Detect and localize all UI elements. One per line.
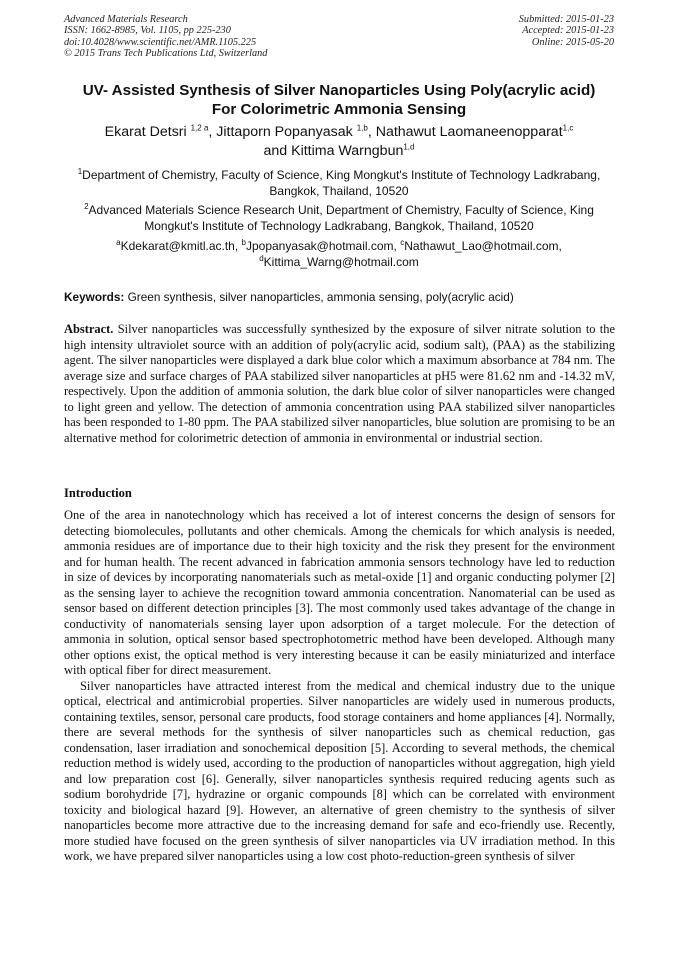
email-link[interactable]: Jpopanyasak@hotmail.com, <box>245 239 401 253</box>
abstract-text: Silver nanoparticles was successfully synthesized by the exposure of silver nitrate solution to the high intensity ultraviolet source with an addition of poly(acrylic acid, sodium salt), (PAA) as the stabilizing agent. The silver nanoparticles were displayed a dark blue color which a maximum absorbance at 784 nm. The average size and surface charges of PAA stabilized silver nanoparticles at pH5 were 81.62 nm and -14.32 mV, respectively. Upon the addition of ammonia solution, the dark blue color of silver nanoparticles were changed to light green and yellow. The detection of ammonia concentration using PAA stabilized silver nanoparticles has been responded to 1-80 ppm. The PAA stabilized silver nanoparticles, blue solution are promising to be an alternative method for colorimetric detection of ammonia in environmental or industrial section. <box>64 322 615 445</box>
author-list: Ekarat Detsri $^{1,2 a}$, Jittaporn Popanyasak $^{1,b}$, Nathawut Laomaneenopparat$^{1,c}$ and Kittima Warngbun$^{1,d}$ <box>104 123 574 159</box>
abstract-label: Abstract. <box>64 322 114 336</box>
author-affiliation-mark: 1,d <box>403 142 415 152</box>
submitted-date: Submitted: 2015-01-23 <box>518 14 614 25</box>
doi-line: doi:10.4028/www.scientific.net/AMR.1105.225 <box>64 36 257 48</box>
section-heading-introduction: Introduction <box>64 486 132 500</box>
paragraph: Silver nanoparticles have attracted interest from the medical and chemical industry due to the unique optical, electrical and antimicrobial properties. Silver nanoparticles are widely used in numerous products, containing textiles, sensor, personal care products, food storage containers and home appliances [4]. Normally, there are several methods for the synthesis of silver nanoparticles such as chemical reduction, gas condensation, laser irradiation and sonochemical deposition [5]. According to several methods, the chemical reduction method is widely used, according to the production of nanoparticles without aggregation, high yield and low preparation cost [6]. Generally, silver nanoparticles synthesis required reducing agents such as sodium borohydride [7], hydrazine or organic compounds [8] which can be correlated with environment toxicity and biological hazard [9]. However, an alternative of green chemistry to the synthesis of silver nanoparticles become more attractive due to the increasing demand for safe and eco-friendly use. Recently, more studied have focused on the green synthesis of silver nanoparticles via UV irradiation method. In this work, we have prepared silver nanoparticles using a low cost photo-reduction-green synthesis of silver <box>64 678 615 863</box>
accepted-date: Accepted: 2015-01-23 <box>522 25 614 37</box>
introduction-body <box>64 508 615 865</box>
title-line-1: UV- Assisted Synthesis of Silver Nanoparticles Using Poly(acrylic acid) <box>82 82 596 99</box>
paper-title <box>40 81 638 119</box>
author-name: Nathawut Laomaneenopparat <box>375 124 563 140</box>
author-affiliation-mark: 1,c <box>562 123 574 133</box>
issn-line: ISSN: 1662-8985, Vol. 1105, pp 225-230 <box>64 25 231 37</box>
journal-name: Advanced Materials Research <box>64 14 188 25</box>
email-link[interactable]: Nathawut_Lao@hotmail.com, <box>404 239 562 253</box>
email-link[interactable]: Kittima_Warng@hotmail.com <box>263 255 419 269</box>
author-name: Jittaporn Popanyasak <box>216 124 357 140</box>
author-affiliation-mark: 1,b <box>356 123 368 133</box>
author-affiliation-mark: 1,2 a <box>190 123 209 133</box>
paragraph: One of the area in nanotechnology which has received a lot of interest concerns the design of sensors for detecting biomolecules, pollutants and other chemicals. Among the chemicals for which analysis is needed, ammonia residues are of importance due to their high toxicity and the risk they present for the environment and for human health. The recent advanced in fabrication ammonia sensors technology have led to reduction in size of devices by incorporating nanomaterials such as metal-oxide [1] and organic conducting polymer [2] as the sensing layer to achieve the recognition toward ammonia concentration. Nanomaterial can be used as sensor based on different detection principles [3]. The most commonly used takes advantage of the change in conductivity of nanomaterials sensing layer upon adsorption of a target molecule. For the detection of ammonia in solution, optical sensor based spectrophotometric method have been developed. Although many other options exist, the optical method is very interesting because it can be easily miniaturized and interface with optical fiber for direct measurement. <box>64 508 615 677</box>
keywords-label: Keywords: <box>64 290 125 304</box>
title-line-2: For Colorimetric Ammonia Sensing <box>211 101 467 118</box>
keywords <box>64 290 620 305</box>
keywords-text: Green synthesis, silver nanoparticles, ammonia sensing, poly(acrylic acid) <box>124 290 514 304</box>
author-name: Ekarat Detsri <box>104 124 191 140</box>
submission-dates <box>519 14 614 48</box>
affiliation: $^2$Advanced Materials Science Research Unit, Department of Chemistry, Faculty of Science, King Mongkut's Institute of Technology Ladkrabang, Bangkok, Thailand, 10520 <box>84 202 594 233</box>
copyright-line: © 2015 Trans Tech Publications Ltd, Switzerland <box>64 48 268 60</box>
affiliation: $^1$Department of Chemistry, Faculty of Science, King Mongkut's Institute of Technology Ladkrabang, Bangkok, Thailand, 10520 <box>77 167 601 198</box>
abstract <box>64 322 615 446</box>
online-date: Online: 2015-05-20 <box>531 36 614 48</box>
email-link[interactable]: Kdekarat@kmitl.ac.th, <box>120 239 242 253</box>
author-name: Kittima Warngbun <box>291 143 404 159</box>
journal-info <box>64 14 267 60</box>
author-emails: $^a$Kdekarat@kmitl.ac.th, $^b$Jpopanyasak@hotmail.com, $^c$Nathawut_Lao@hotmail.com, $^d$Kittima_Warng@hotmail.com <box>116 238 562 269</box>
